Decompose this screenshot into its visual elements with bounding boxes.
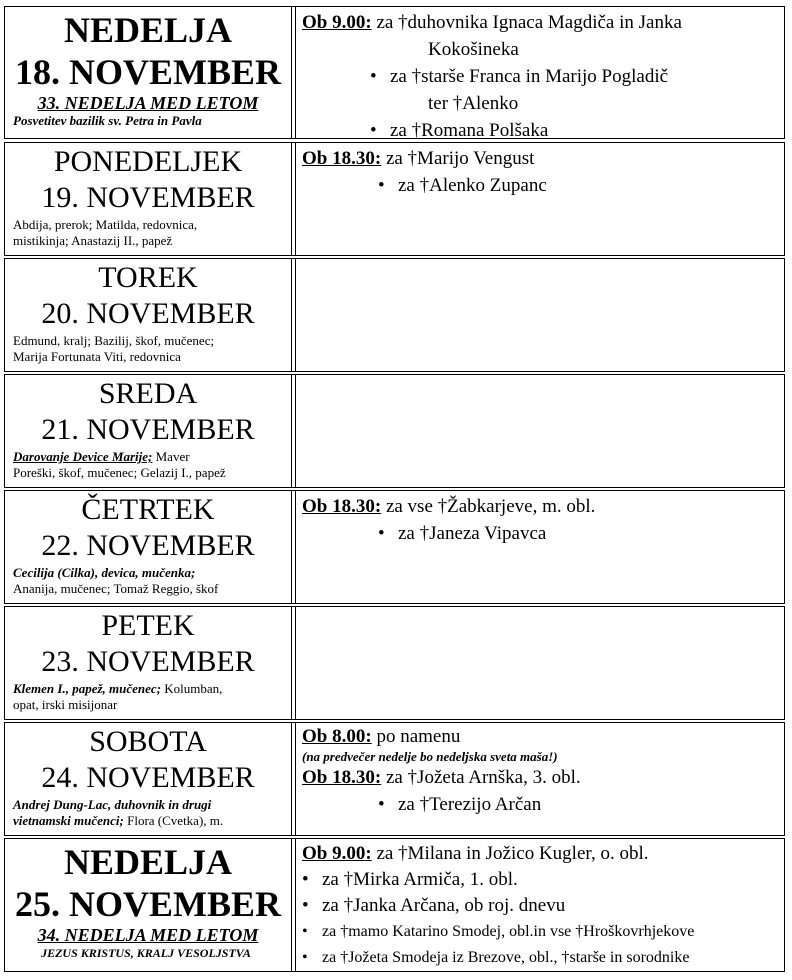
day-name: NEDELJA xyxy=(63,842,233,882)
mass-text: za †Mirka Armiča, 1. obl. xyxy=(322,869,518,890)
day-row-sunday-18 xyxy=(4,6,785,139)
feast-name: Klemen I., papež, mučenec; xyxy=(13,681,162,696)
day-note: Poreški, škof, mučenec; Gelazij I., papež xyxy=(13,465,226,480)
day-note-text: Flora (Cvetka), m. xyxy=(123,813,224,828)
day-cell xyxy=(5,375,292,487)
day-note: Marija Fortunata Viti, redovnica xyxy=(13,349,181,364)
day-note: mistikinja; Anastazij II., papež xyxy=(13,233,173,248)
mass-text: za †starše Franca in Marijo Pogladič xyxy=(390,66,669,87)
mass-text: za †Janka Arčana, ob roj. dnevu xyxy=(322,895,566,916)
mass-cell xyxy=(295,839,784,971)
mass-line xyxy=(302,791,784,818)
day-name: SREDA xyxy=(98,377,198,410)
mass-line xyxy=(302,63,784,90)
mass-line xyxy=(302,945,784,971)
day-date: 18. NOVEMBER xyxy=(14,52,281,92)
day-row-sunday-25 xyxy=(4,838,785,972)
mass-line xyxy=(302,493,784,520)
mass-text: po namenu xyxy=(371,726,461,747)
mass-time: Ob 9.00: xyxy=(302,843,372,864)
mass-cell xyxy=(295,607,784,719)
day-date: 19. NOVEMBER xyxy=(41,181,255,214)
bullet-icon: • xyxy=(302,895,309,916)
mass-text: za †Jožeta Smodeja iz Brezove, obl., †starše in sorodnike xyxy=(322,949,690,966)
mass-line xyxy=(302,765,784,791)
bullet-icon: • xyxy=(370,66,377,87)
mass-line xyxy=(302,893,784,919)
day-cell xyxy=(5,607,292,719)
day-note: opat, irski misijonar xyxy=(13,697,118,712)
mass-text: za †Janeza Vipavca xyxy=(398,523,547,544)
feast-name-cont: vietnamski mučenci; xyxy=(13,813,124,828)
day-note: Abdija, prerok; Matilda, redovnica, xyxy=(13,217,198,232)
mass-cell xyxy=(295,7,784,141)
day-cell xyxy=(5,491,292,603)
mass-cell xyxy=(295,491,784,603)
day-row-friday xyxy=(4,606,785,720)
day-cell xyxy=(5,7,292,138)
mass-line xyxy=(302,145,784,172)
mass-text: ter †Alenko xyxy=(428,93,519,114)
mass-cell xyxy=(295,723,784,835)
mass-line xyxy=(302,172,784,199)
day-row-saturday xyxy=(4,722,785,836)
day-note xyxy=(5,449,291,465)
day-note: Ananija, mučenec; Tomaž Reggio, škof xyxy=(13,581,219,596)
mass-text: za †Terezijo Arčan xyxy=(398,794,542,815)
day-date: 21. NOVEMBER xyxy=(41,413,255,446)
mass-text: za †Milana in Jožico Kugler, o. obl. xyxy=(371,843,649,864)
day-row-tuesday xyxy=(4,258,785,372)
mass-text: za †Marijo Vengust xyxy=(381,148,535,169)
mass-line xyxy=(302,919,784,945)
day-name: PONEDELJEK xyxy=(53,145,243,178)
day-note: Posvetitev bazilik sv. Petra in Pavla xyxy=(13,113,202,128)
feast-name: Cecilija (Cilka), devica, mučenka; xyxy=(13,565,196,580)
mass-remark: (na predvečer nedelje bo nedeljska sveta maša!) xyxy=(302,749,558,764)
day-cell xyxy=(5,259,292,371)
mass-text: za †Jožeta Arnška, 3. obl. xyxy=(381,767,581,788)
mass-cell xyxy=(295,375,784,487)
day-note xyxy=(5,797,291,813)
day-row-monday xyxy=(4,142,785,256)
day-note: Edmund, kralj; Bazilij, škof, mučenec; xyxy=(13,333,215,348)
day-name: SOBOTA xyxy=(89,725,207,758)
day-row-wednesday xyxy=(4,374,785,488)
bullet-icon: • xyxy=(370,120,377,141)
day-name: ČETRTEK xyxy=(81,493,215,526)
day-note xyxy=(5,681,291,697)
mass-text: za †Romana Polšaka xyxy=(390,120,549,141)
mass-line xyxy=(302,36,784,63)
mass-text: za vse †Žabkarjeve, m. obl. xyxy=(381,496,596,517)
day-note-text: Kolumban, xyxy=(161,681,223,696)
mass-cell xyxy=(295,259,784,371)
mass-line xyxy=(302,725,784,749)
day-cell xyxy=(5,723,292,835)
mass-line xyxy=(302,90,784,117)
feast-name: Andrej Dung-Lac, duhovnik in drugi xyxy=(13,797,212,812)
day-name: TOREK xyxy=(98,261,198,294)
mass-cell xyxy=(295,143,784,255)
day-date: 23. NOVEMBER xyxy=(41,645,255,678)
day-cell xyxy=(5,839,292,971)
day-date: 25. NOVEMBER xyxy=(14,884,281,924)
day-date: 20. NOVEMBER xyxy=(41,297,255,330)
day-cell xyxy=(5,143,292,255)
day-note xyxy=(5,565,291,581)
bullet-icon: • xyxy=(302,869,309,890)
feast-name: Darovanje Device Marije; xyxy=(13,449,153,464)
day-date: 22. NOVEMBER xyxy=(41,529,255,562)
day-note-text: Maver xyxy=(152,449,190,464)
mass-line xyxy=(302,117,784,144)
mass-line xyxy=(302,9,784,36)
mass-time: Ob 18.30: xyxy=(302,767,382,788)
mass-text: za †duhovnika Ignaca Magdiča in Janka xyxy=(371,12,682,33)
sunday-title: 34. NEDELJA MED LETOM xyxy=(37,925,259,945)
mass-text: za †Alenko Zupanc xyxy=(398,175,547,196)
bullet-icon: • xyxy=(302,923,308,940)
bullet-icon: • xyxy=(378,523,385,544)
sunday-title: 33. NEDELJA MED LETOM xyxy=(37,93,259,113)
mass-line xyxy=(302,841,784,867)
day-date: 24. NOVEMBER xyxy=(41,761,255,794)
mass-text: za †mamo Katarino Smodej, obl.in vse †Hroškovrhjekove xyxy=(322,923,695,940)
bullet-icon: • xyxy=(378,794,385,815)
mass-line xyxy=(302,520,784,547)
bullet-icon: • xyxy=(378,175,385,196)
mass-time: Ob 18.30: xyxy=(302,496,382,517)
day-row-thursday xyxy=(4,490,785,604)
bullet-icon: • xyxy=(302,949,308,966)
day-name: PETEK xyxy=(101,609,195,642)
mass-time: Ob 9.00: xyxy=(302,12,372,33)
mass-text: Kokošineka xyxy=(428,39,519,60)
mass-line xyxy=(302,867,784,893)
day-name: NEDELJA xyxy=(63,10,233,50)
mass-time: Ob 18.30: xyxy=(302,148,382,169)
day-note: JEZUS KRISTUS, KRALJ VESOLJSTVA xyxy=(41,946,251,960)
day-note xyxy=(5,813,291,829)
mass-time: Ob 8.00: xyxy=(302,726,372,747)
